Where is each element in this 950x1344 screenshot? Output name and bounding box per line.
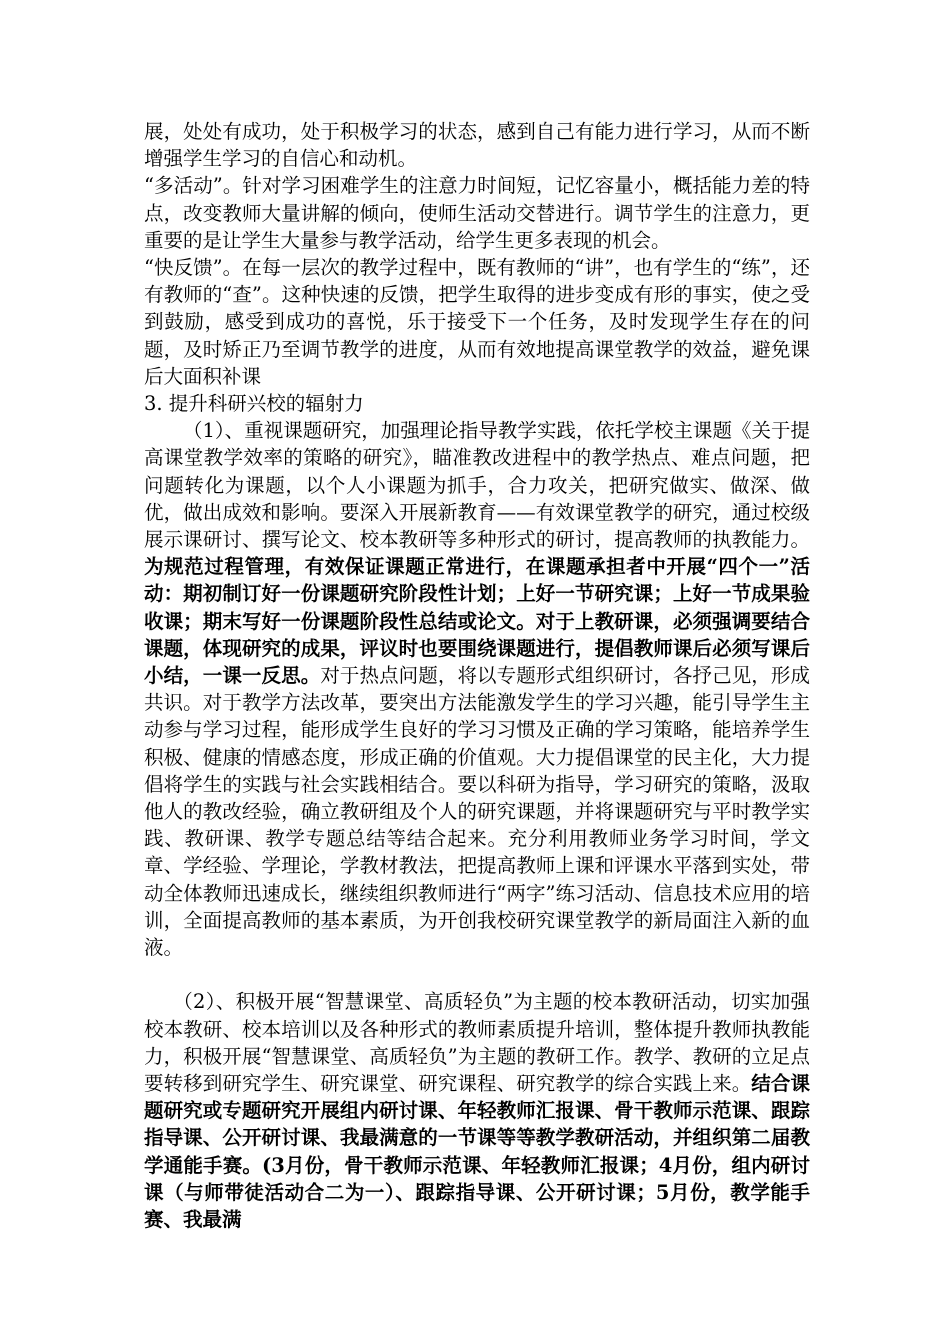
paragraph-school-research-bold: 结合课题研究或专题研究开展组内研讨课、年轻教师汇报课、骨干教师示范课、跟踪指导课、公开研讨课、我最满意的一节课等等教学教研活动，并组织第二届教学通能手赛。(3月份，骨干教师示范课、年轻教师汇报课；4月份，组内研讨课（与师带徒活动合二为一）、跟踪指导课、公开研讨课；5月份，教学能手赛、我最满 — [144, 1071, 810, 1231]
section-heading-3: 3. 提升科研兴校的辐射力 — [144, 392, 364, 416]
paragraph-topic-research-rest: 对于热点问题，将以专题形式组织研讨，各抒己见，形成共识。对于教学方法改革，要突出方法能激发学生的学习兴趣，能引导学生主动参与学习过程，能形成学生良好的学习习惯及正确的学习策略，能培养学生积极、健康的情感态度，形成正确的价值观。大力提倡课堂的民主化，大力提倡将学生的实践与社会实践相结合。要以科研为指导，学习研究的策略，汲取他人的教改经验，确立教研组及个人的研究课题，并将课题研究与平时教学实践、教研课、教学专题总结等结合起来。充分利用教师业务学习时间，学文章、学经验、学理论，学教材教法，把提高教师上课和评课水平落到实处，带动全体教师迅速成长，继续组织教师进行“两字”练习活动、信息技术应用的培训，全面提高教师的基本素质，为开创我校研究课堂教学的新局面注入新的血液。 — [144, 664, 810, 960]
paragraph-school-research — [144, 988, 810, 1233]
paragraph-continuation: 展，处处有成功，处于积极学习的状态，感到自己有能力进行学习，从而不断增强学生学习的自信心和动机。 — [144, 120, 810, 171]
paragraph-more-activities: “多活动”。针对学习困难学生的注意力时间短，记忆容量小，概括能力差的特点，改变教师大量讲解的倾向，使师生活动交替进行。调节学生的注意力，更重要的是让学生大量参与教学活动，给学生更多表现的机会。 — [144, 174, 810, 252]
paragraph-topic-research-bold: 为规范过程管理，有效保证课题正常进行，在课题承担者中开展“四个一”活动：期初制订好一份课题研究阶段性计划；上好一节研究课；上好一节成果验收课；期末写好一份课题阶段性总结或论文。对于上教研课，必须强调要结合课题，体现研究的成果，评议时也要围绕课题进行，提倡教师课后必须写课后小结，一课一反思。 — [144, 555, 810, 688]
paragraph-topic-research-intro: （1）、重视课题研究，加强理论指导教学实践，依托学校主课题《关于提高课堂教学效率的策略的研究》，瞄准教改进程中的教学热点、难点问题，把问题转化为课题，以个人小课题为抓手，合力攻关，把研究做实、做深、做优，做出成效和影响。要深入开展新教育——有效课堂教学的研究，通过校级展示课研讨、撰写论文、校本教研等多种形式的研讨，提高教师的执教能力。 — [144, 419, 810, 552]
paragraph-gap — [144, 961, 810, 988]
document-page — [144, 118, 810, 1233]
paragraph-topic-research — [144, 417, 810, 961]
paragraph-school-research-intro: （2）、积极开展“智慧课堂、高质轻负”为主题的校本教研活动，切实加强校本教研、校本培训以及各种形式的教师素质提升培训，整体提升教师执教能力，积极开展“智慧课堂、高质轻负”为主题的教研工作。教学、教研的立足点要转移到研究学生、研究课堂、研究课程、研究教学的综合实践上来。 — [144, 990, 810, 1095]
paragraph-fast-feedback: “快反馈”。在每一层次的教学过程中，既有教师的“讲”，也有学生的“练”，还有教师的“查”。这种快速的反馈，把学生取得的进步变成有形的事实，使之受到鼓励，感受到成功的喜悦，乐于接受下一个任务，及时发现学生存在的问题，及时矫正乃至调节教学的进度，从而有效地提高课堂教学的效益，避免课后大面积补课 — [144, 256, 810, 388]
